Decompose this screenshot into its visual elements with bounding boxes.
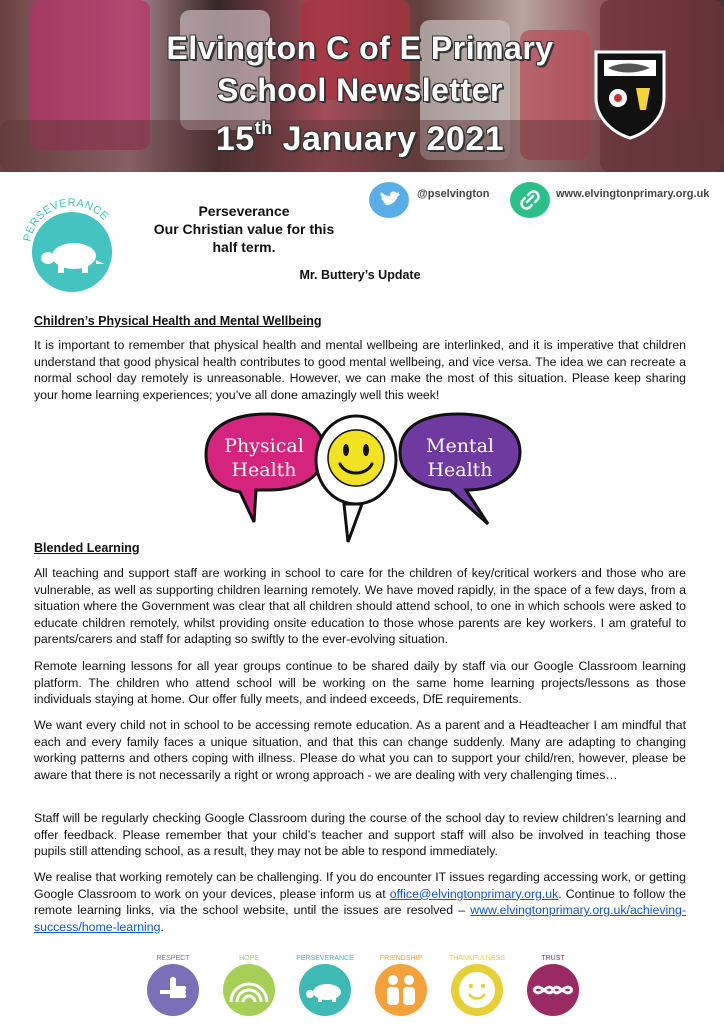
thankfulness-badge-icon [444,950,510,1018]
svg-text:THANKFULNESS: THANKFULNESS [448,955,506,962]
svg-text:FRIENDSHIP: FRIENDSHIP [379,955,423,962]
header-banner [0,0,724,172]
mental-word: Mental [426,435,494,457]
value-line2: Our Christian value for this [153,221,335,237]
physical-word: Physical [224,435,304,457]
svg-text:RESPECT: RESPECT [156,955,190,962]
section-heading-blended: Blended Learning [34,541,140,555]
twitter-icon[interactable] [369,182,409,218]
paragraph-blended-1: All teaching and support staff are working in school to care for the children of key/critical workers and those who are vulnerable, as well as supporting children learning remotely. We have moved rapidly, in the space of a few days, from a situation where the Government was clear that all children should attend school, to one in which schools were asked to educate children remotely, whilst providing onsite education to those whose parents are key workers. I am grateful to parents/carers and staff for adapting so swiftly to the ever-evolving situation. [34,566,686,647]
value-line3: half term. [212,239,276,255]
health-word-right: Health [427,459,493,481]
smiley-face-icon [328,430,384,486]
website-link[interactable]: www.elvingtonprimary.org.uk [556,188,710,200]
update-title: Mr. Buttery’s Update [299,268,421,282]
svg-text:HOPE: HOPE [239,955,259,962]
health-word-left: Health [231,459,297,481]
section-heading-wellbeing: Children’s Physical Health and Mental Wellbeing [34,314,322,328]
office-email-link[interactable]: office@elvingtonprimary.org.uk [389,886,559,901]
newsletter-title-line2: School Newsletter [217,72,503,108]
respect-badge-icon [140,950,206,1018]
svg-text:TRUST: TRUST [541,955,565,962]
friendship-badge-icon [368,950,434,1018]
paragraph-wellbeing: It is important to remember that physical health and mental wellbeing are interlinked, and it is imperative that children understand that good physical health contributes to good mental wellbeing, and vice versa. The idea we can recreate a normal school day remotely is unreasonable. However, we can make the most of this situation. Please keep sharing your home learning experiences; you’ve all done amazingly well this week! [34,338,686,402]
paragraph-blended-4: Staff will be regularly checking Google Classroom during the course of the school day to review children’s learning and offer feedback. Please remember that your child’s teacher and support staff will also be involved in teaching those pupils still attending school, as a result, they may not be able to respond immediately. [34,811,686,859]
link-icon[interactable] [510,182,550,218]
hope-badge-icon [216,950,282,1018]
svg-text:PERSEVERANCE: PERSEVERANCE [296,955,354,962]
wellbeing-graphic [196,410,530,548]
school-values-row [140,950,590,1020]
christian-value-box [140,202,348,256]
twitter-handle[interactable]: @pselvington [417,188,490,200]
home-learning-link[interactable]: www.elvingtonprimary.org.uk/achieving-success/home-learning [34,903,686,934]
perseverance-badge-icon [292,950,358,1018]
value-name: Perseverance [198,203,290,219]
paragraph-blended-2: Remote learning lessons for all year groups continue to be shared daily by staff via our Google Classroom learning platform. The children who attend school will be working on the same home learning projects/lessons as those individuals staying at home. Our offer fully meets, and indeed exceeds, DfE requirements. [34,659,686,707]
perseverance-logo [16,190,128,300]
newsletter-title-line1: Elvington C of E Primary [166,30,554,66]
paragraph-blended-3: We want every child not in school to be accessing remote education. As a parent and a Headteacher I am mindful that each and every family faces a unique situation, and that this can change suddenly. Many are adapting to changing working patterns and others coping with illness. Please do what you can to support your child/ren, however, please be aware that there is not necessarily a right or wrong approach - we are dealing with very challenging times… [34,718,686,782]
newsletter-date: 15th January 2021 [215,118,505,158]
paragraph-blended-5: We realise that working remotely can be challenging. If you do encounter IT issues regarding accessing work, or getting Google Classroom to work on your devices, please inform us at office@elvingtonprimary.org.uk. Continue to follow the remote learning links, via the school website, until the issues are resolved – www.elvingtonprimary.org.uk/achieving-success/home-learning. [34,870,686,934]
school-crest-icon [592,48,668,140]
perseverance-logo-word: PERSEVERANCE [21,196,111,243]
trust-badge-icon [520,950,586,1018]
